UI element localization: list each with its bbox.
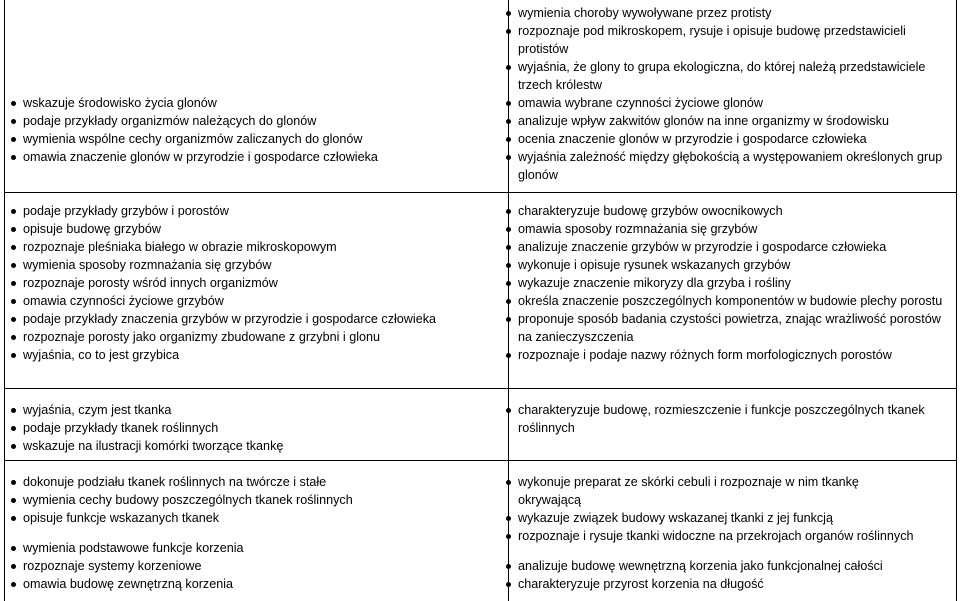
list-item: określa znaczenie poszczególnych komponentów w budowie plechy porostu	[505, 292, 945, 310]
table-cell-right	[505, 401, 925, 437]
table-border-left	[4, 0, 5, 601]
list-item: rozpoznaje i rysuje tkanki widoczne na przekrojach organów roślinnych	[505, 527, 950, 545]
list-item: rozpoznaje systemy korzeniowe	[10, 557, 504, 575]
requirement-list	[10, 473, 504, 527]
list-item: wyjaśnia, czym jest tkanka	[10, 401, 504, 419]
table-row-divider	[4, 192, 957, 193]
table-cell-left	[10, 473, 504, 593]
table-row-divider	[4, 460, 957, 461]
list-item: dokonuje podziału tkanek roślinnych na twórcze i stałe	[10, 473, 504, 491]
table-cell-left	[10, 94, 504, 166]
list-item: opisuje budowę grzybów	[10, 220, 504, 238]
list-item: wymienia sposoby rozmnażania się grzybów	[10, 256, 504, 274]
list-item: omawia budowę zewnętrzną korzenia	[10, 575, 504, 593]
spacer	[10, 527, 504, 539]
table-border-right	[956, 0, 957, 601]
list-item: analizuje wpływ zakwitów glonów na inne organizmy w środowisku	[505, 112, 950, 130]
table-row-divider	[4, 388, 957, 389]
list-item: rozpoznaje pod mikroskopem, rysuje i opisuje budowę przedstawicieli protistów	[505, 22, 950, 58]
list-item: rozpoznaje pleśniaka białego w obrazie mikroskopowym	[10, 238, 504, 256]
list-item: wymienia cechy budowy poszczególnych tkanek roślinnych	[10, 491, 504, 509]
table-cell-right	[505, 4, 950, 184]
list-item: wyjaśnia, że glony to grupa ekologiczna, do której należą przedstawiciele trzech królestw	[505, 58, 950, 94]
list-item: wykazuje związek budowy wskazanej tkanki z jej funkcją	[505, 509, 950, 527]
list-item: wyjaśnia, co to jest grzybica	[10, 346, 504, 364]
list-item: wymienia choroby wywoływane przez protisty	[505, 4, 950, 22]
requirement-list	[505, 4, 950, 184]
list-item: wykonuje preparat ze skórki cebuli i rozpoznaje w nim tkankę okrywającą	[505, 473, 950, 509]
list-item: podaje przykłady organizmów należących do glonów	[10, 112, 504, 130]
list-item: ocenia znaczenie glonów w przyrodzie i gospodarce człowieka	[505, 130, 950, 148]
requirement-list	[505, 557, 950, 593]
list-item: wykazuje znaczenie mikoryzy dla grzyba i rośliny	[505, 274, 945, 292]
list-item: rozpoznaje porosty wśród innych organizmów	[10, 274, 504, 292]
list-item: rozpoznaje porosty jako organizmy zbudowane z grzybni i glonu	[10, 328, 504, 346]
list-item: wymienia wspólne cechy organizmów zaliczanych do glonów	[10, 130, 504, 148]
list-item: wskazuje na ilustracji komórki tworzące tkankę	[10, 437, 504, 455]
requirement-list	[10, 202, 504, 364]
list-item: charakteryzuje budowę grzybów owocnikowych	[505, 202, 945, 220]
list-item: wyjaśnia zależność między głębokością a występowaniem określonych grup glonów	[505, 148, 950, 184]
list-item: charakteryzuje przyrost korzenia na długość	[505, 575, 950, 593]
list-item: proponuje sposób badania czystości powietrza, znając wrażliwość porostów na zanieczyszczenia	[505, 310, 945, 346]
requirement-list	[505, 473, 950, 545]
list-item: podaje przykłady znaczenia grzybów w przyrodzie i gospodarce człowieka	[10, 310, 504, 328]
list-item: analizuje znaczenie grzybów w przyrodzie i gospodarce człowieka	[505, 238, 945, 256]
requirement-list	[505, 401, 925, 437]
table-cell-right	[505, 202, 945, 364]
spacer	[505, 545, 950, 557]
list-item: omawia wybrane czynności życiowe glonów	[505, 94, 950, 112]
list-item: podaje przykłady grzybów i porostów	[10, 202, 504, 220]
list-item: podaje przykłady tkanek roślinnych	[10, 419, 504, 437]
requirement-list	[10, 401, 504, 455]
list-item: analizuje budowę wewnętrzną korzenia jako funkcjonalnej całości	[505, 557, 950, 575]
requirement-list	[10, 94, 504, 166]
table-cell-left	[10, 202, 504, 364]
list-item: charakteryzuje budowę, rozmieszczenie i funkcje poszczególnych tkanek roślinnych	[505, 401, 925, 437]
table-cell-left	[10, 401, 504, 455]
table-cell-right	[505, 473, 950, 593]
requirement-list	[505, 202, 945, 364]
list-item: wymienia podstawowe funkcje korzenia	[10, 539, 504, 557]
list-item: rozpoznaje i podaje nazwy różnych form morfologicznych porostów	[505, 346, 945, 364]
list-item: wskazuje środowisko życia glonów	[10, 94, 504, 112]
list-item: opisuje funkcje wskazanych tkanek	[10, 509, 504, 527]
list-item: omawia sposoby rozmnażania się grzybów	[505, 220, 945, 238]
list-item: omawia czynności życiowe grzybów	[10, 292, 504, 310]
list-item: omawia znaczenie glonów w przyrodzie i gospodarce człowieka	[10, 148, 504, 166]
requirement-list	[10, 539, 504, 593]
list-item: wykonuje i opisuje rysunek wskazanych grzybów	[505, 256, 945, 274]
